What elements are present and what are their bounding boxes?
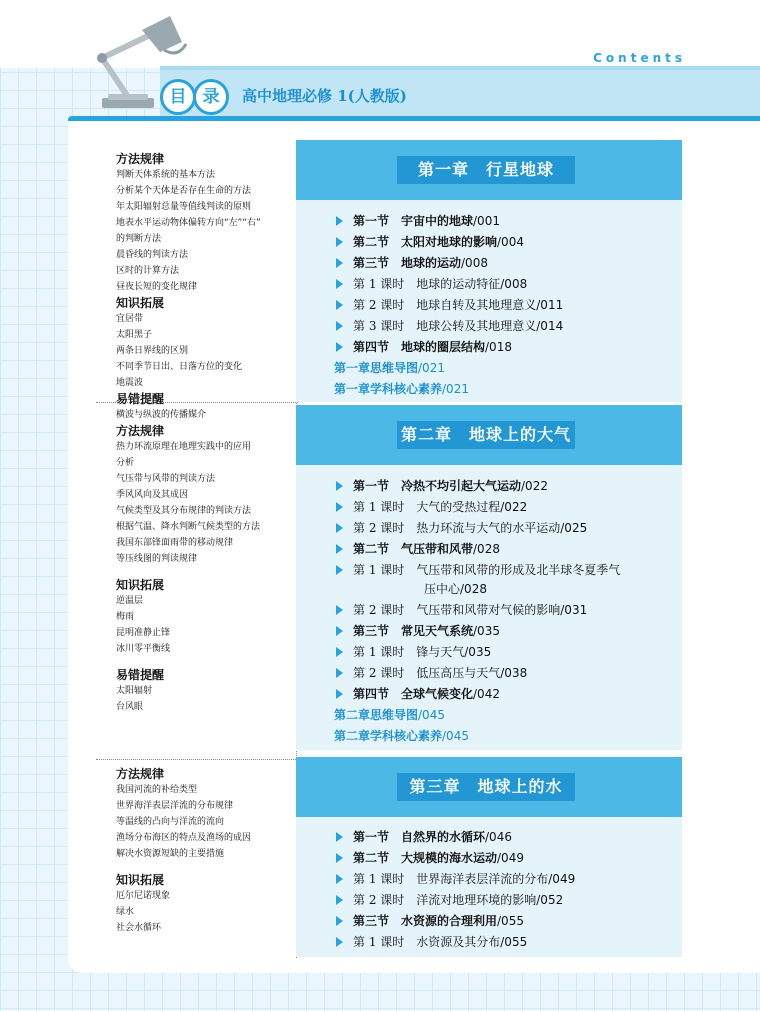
arrow-icon <box>336 832 343 842</box>
sidebar-item: 分析 <box>116 458 135 468</box>
panel-top-line <box>68 116 760 121</box>
sidebar-item: 宜居带 <box>116 314 144 324</box>
toc-entry[interactable]: 第 2 课时 低压高压与天气/038 <box>296 663 527 683</box>
toc-entry[interactable]: 第一节 宇宙中的地球/001 <box>296 211 500 231</box>
sidebar-item: 的判断方法 <box>116 234 162 244</box>
sidebar-item: 太阳辐射 <box>116 686 153 696</box>
arrow-icon <box>336 874 343 884</box>
badge-mu: 目 <box>160 79 196 115</box>
toc-entry[interactable]: 第一节 冷热不均引起大气运动/022 <box>296 476 548 496</box>
arrow-icon <box>336 216 343 226</box>
chapter-2-band <box>296 405 682 465</box>
sidebar-item: 昼夜长短的变化规律 <box>116 282 198 292</box>
toc-entry[interactable]: 第一节 自然界的水循环/046 <box>296 827 512 847</box>
sidebar-item: 气压带与风带的判读方法 <box>116 474 216 484</box>
sidebar-item: 横波与纵波的传播媒介 <box>116 410 207 420</box>
toc-entry[interactable]: 第一章思维导图/021 <box>334 361 445 375</box>
arrow-icon <box>336 237 343 247</box>
toc-entry[interactable]: 第 2 课时 地球自转及其地理意义/011 <box>296 295 563 315</box>
sidebar-heading: 方法规律 <box>116 152 165 166</box>
toc-entry[interactable]: 第 2 课时 洋流对地理环境的影响/052 <box>296 890 563 910</box>
arrow-icon <box>336 502 343 512</box>
sidebar-item: 我国河流的补给类型 <box>116 785 198 795</box>
chapter-1-band <box>296 140 682 200</box>
chapter-2-title: 第二章 地球上的大气 <box>397 421 575 449</box>
sidebar-item: 逆温层 <box>116 596 144 606</box>
sidebar-item: 等压线图的判读规律 <box>116 554 198 564</box>
arrow-icon <box>336 605 343 615</box>
sidebar-item: 我国东部锋面雨带的移动规律 <box>116 538 234 548</box>
arrow-icon <box>336 626 343 636</box>
sidebar-item: 不同季节日出、日落方位的变化 <box>116 362 243 372</box>
sidebar-item: 年太阳辐射总量等值线判读的原则 <box>116 202 252 212</box>
sidebar-item: 热力环流原理在地理实践中的应用 <box>116 442 252 452</box>
sidebar-item: 世界海洋表层洋流的分布规律 <box>116 801 234 811</box>
toc-entry[interactable]: 第 1 课时 水资源及其分布/055 <box>296 932 527 952</box>
arrow-icon <box>336 895 343 905</box>
toc-entry[interactable]: 第二节 大规模的海水运动/049 <box>296 848 524 868</box>
chapter-3-title: 第三章 地球上的水 <box>397 773 575 801</box>
arrow-icon <box>336 481 343 491</box>
sidebar-heading: 易错提醒 <box>116 392 165 406</box>
arrow-icon <box>336 937 343 947</box>
arrow-icon <box>336 342 343 352</box>
toc-entry[interactable]: 第二节 气压带和风带/028 <box>296 539 500 559</box>
contents-word: Contents <box>593 51 686 65</box>
toc-entry[interactable]: 第二节 太阳对地球的影响/004 <box>296 232 524 252</box>
sidebar-item: 绿水 <box>116 907 135 917</box>
sidebar-item: 地表水平运动物体偏转方向“左”“右” <box>116 218 261 228</box>
toc-entry[interactable]: 第三节 地球的运动/008 <box>296 253 488 273</box>
sidebar-item: 区时的计算方法 <box>116 266 180 276</box>
book-title: 高中地理必修 1(人教版) <box>242 87 407 105</box>
badge-lu: 录 <box>193 79 229 115</box>
toc-entry[interactable]: 第 1 课时 锋与天气/035 <box>296 642 491 662</box>
sidebar-heading: 知识拓展 <box>116 578 165 592</box>
toc-entry[interactable]: 第 1 课时 气压带和风带的形成及北半球冬夏季气 <box>296 560 620 580</box>
toc-entry[interactable]: 第 2 课时 气压带和风带对气候的影响/031 <box>296 600 587 620</box>
sidebar-item: 分析某个天体是否存在生命的方法 <box>116 186 252 196</box>
chapter-1-toc <box>296 200 682 402</box>
sidebar-item: 厄尔尼诺现象 <box>116 891 171 901</box>
toc-entry[interactable]: 第三节 常见天气系统/035 <box>296 621 500 641</box>
sidebar-item: 季风风向及其成因 <box>116 490 189 500</box>
arrow-icon <box>336 544 343 554</box>
toc-entry[interactable]: 第 1 课时 世界海洋表层洋流的分布/049 <box>296 869 575 889</box>
toc-entry[interactable]: 第四节 全球气候变化/042 <box>296 684 500 704</box>
sidebar-heading: 易错提醒 <box>116 668 165 682</box>
sidebar-item: 解决水资源短缺的主要措施 <box>116 849 225 859</box>
toc-entry[interactable]: 压中心/028 <box>424 582 487 596</box>
toc-entry[interactable]: 第三节 水资源的合理利用/055 <box>296 911 524 931</box>
sidebar-item: 太阳黑子 <box>116 330 153 340</box>
sidebar-item: 梅雨 <box>116 612 135 622</box>
toc-entry[interactable]: 第二章思维导图/045 <box>334 708 445 722</box>
sidebar-item: 两条日界线的区别 <box>116 346 189 356</box>
sidebar-item: 晨昏线的判读方法 <box>116 250 189 260</box>
toc-entry[interactable]: 第二章学科核心素养/045 <box>334 729 469 743</box>
arrow-icon <box>336 523 343 533</box>
arrow-icon <box>336 689 343 699</box>
arrow-icon <box>336 565 343 575</box>
toc-entry[interactable]: 第一章学科核心素养/021 <box>334 382 469 396</box>
arrow-icon <box>336 916 343 926</box>
sidebar-heading: 知识拓展 <box>116 873 165 887</box>
chapter-1-title: 第一章 行星地球 <box>397 156 575 184</box>
sidebar-item: 判断天体系统的基本方法 <box>116 170 216 180</box>
arrow-icon <box>336 279 343 289</box>
sidebar-heading: 知识拓展 <box>116 296 165 310</box>
chapter-3-band <box>296 757 682 817</box>
arrow-icon <box>336 647 343 657</box>
sidebar-section-3 <box>116 766 296 936</box>
chapter-2-toc <box>296 465 682 750</box>
sidebar-item: 渔场分布海区的特点及渔场的成因 <box>116 833 252 843</box>
sidebar-heading: 方法规律 <box>116 424 165 438</box>
arrow-icon <box>336 321 343 331</box>
sidebar-item: 台风眼 <box>116 702 144 712</box>
toc-entry[interactable]: 第 1 课时 大气的受热过程/022 <box>296 497 527 517</box>
sidebar-item: 冰川零平衡线 <box>116 644 171 654</box>
sidebar-section-1 <box>116 151 296 423</box>
sidebar-item: 社会水循环 <box>116 923 162 933</box>
toc-entry[interactable]: 第 2 课时 热力环流与大气的水平运动/025 <box>296 518 587 538</box>
sidebar-heading: 方法规律 <box>116 767 165 781</box>
toc-entry[interactable]: 第四节 地球的圈层结构/018 <box>296 337 512 357</box>
chapter-3-toc <box>296 817 682 957</box>
toc-entry[interactable]: 第 3 课时 地球公转及其地理意义/014 <box>296 316 563 336</box>
arrow-icon <box>336 300 343 310</box>
toc-entry[interactable]: 第 1 课时 地球的运动特征/008 <box>296 274 527 294</box>
sidebar-item: 根据气温、降水判断气候类型的方法 <box>116 522 261 532</box>
sidebar-item: 地震波 <box>116 378 144 388</box>
arrow-icon <box>336 258 343 268</box>
sidebar-section-2 <box>116 423 296 715</box>
sidebar-item: 等温线的凸向与洋流的流向 <box>116 817 225 827</box>
sidebar-separator <box>96 759 298 760</box>
arrow-icon <box>336 853 343 863</box>
sidebar-item: 气候类型及其分布规律的判读方法 <box>116 506 252 516</box>
arrow-icon <box>336 668 343 678</box>
sidebar-item: 昆明准静止锋 <box>116 628 171 638</box>
